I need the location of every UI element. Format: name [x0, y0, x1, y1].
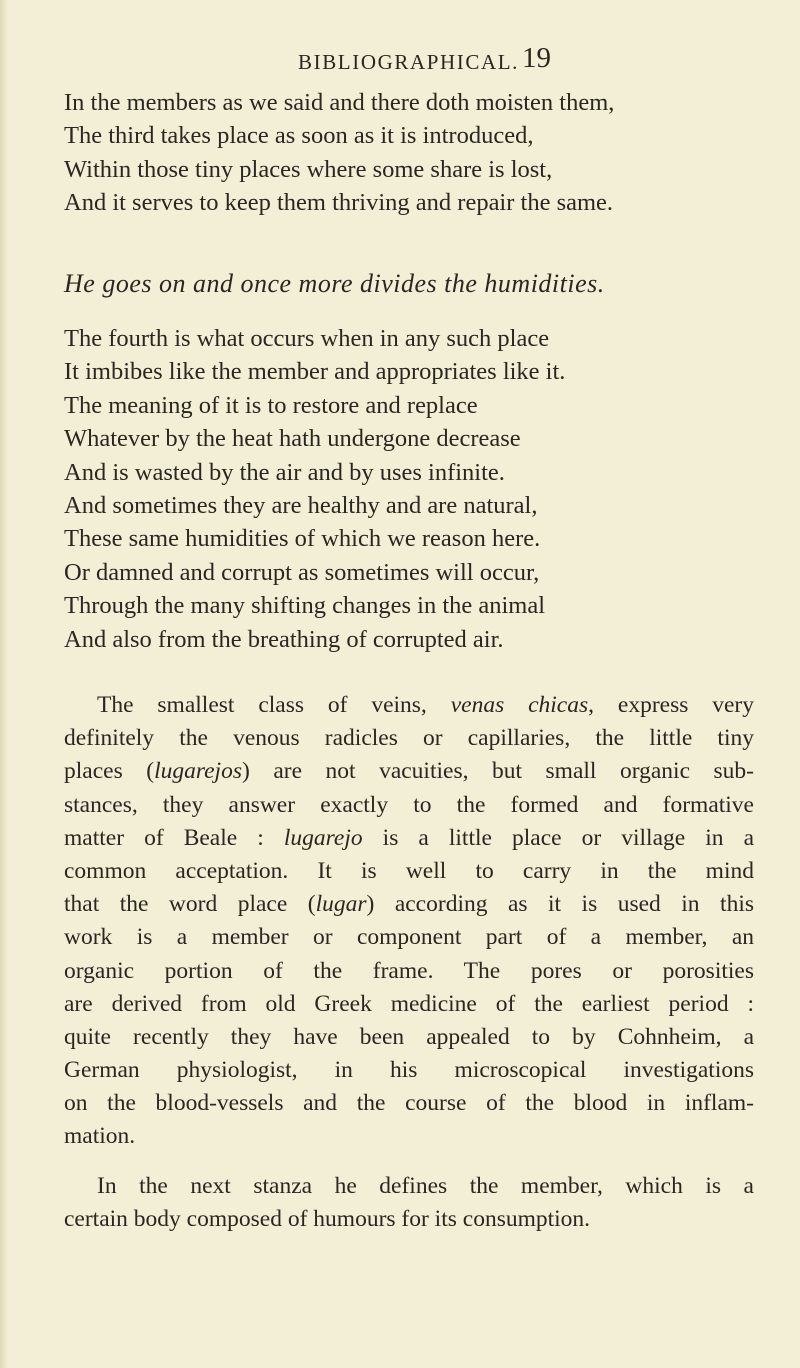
- verse-line: Through the many shifting changes in the animal: [64, 592, 546, 620]
- prose-line: certain body composed of humours for its consumption.: [64, 1206, 591, 1233]
- prose-line: on the blood-vessels and the course of the blood in inflam-: [64, 1090, 754, 1117]
- prose-line: In the next stanza he defines the member, which is a: [97, 1173, 754, 1199]
- stanza-1: [64, 86, 764, 220]
- prose-text: matter of Beale :: [64, 824, 284, 851]
- stanza-2: [64, 322, 764, 656]
- verse-line: And sometimes they are healthy and are natural,: [64, 491, 538, 519]
- prose-text: ) according as it is used in this: [366, 891, 754, 918]
- prose-line: [64, 888, 754, 921]
- verse-line: And also from the breathing of corrupted air.: [64, 625, 504, 653]
- prose-line: quite recently they have been appealed to by Cohnheim, a: [64, 1023, 754, 1050]
- prose-line: are derived from old Greek medicine of the earliest period :: [64, 990, 754, 1017]
- spanish-term: venas chicas: [450, 692, 589, 718]
- prose-line: organic portion of the frame. The pores or porosities: [64, 957, 754, 984]
- commentary-paragraph: [64, 689, 754, 1154]
- prose-line: stances, they answer exactly to the formed and formative: [64, 791, 754, 818]
- verse-line: It imbibes like the member and appropriates like it.: [64, 358, 566, 386]
- prose-text: places (: [64, 758, 155, 785]
- prose-text: The smallest class of veins,: [97, 692, 451, 718]
- prose-line: work is a member or component part of a member, an: [64, 924, 754, 951]
- prose-line: [64, 689, 754, 722]
- prose-text: that the word place (: [64, 891, 316, 918]
- prose-text: is a little place or village in a: [362, 824, 755, 851]
- spanish-term: lugarejos: [154, 758, 242, 785]
- prose-line: definitely the venous radicles or capillaries, the little tiny: [64, 725, 754, 752]
- verse-line: Within those tiny places where some share is lost,: [64, 155, 553, 183]
- prose-line: [64, 822, 754, 855]
- commentary-paragraph: [64, 1170, 754, 1236]
- running-head: BIBLIOGRAPHICAL.: [298, 50, 520, 74]
- section-heading: He goes on and once more divides the humidities.: [64, 269, 605, 298]
- prose-text: ) are not vacuities, but small organic sub-: [241, 758, 754, 785]
- prose-line: [64, 755, 754, 788]
- prose-text: , express very: [588, 692, 755, 718]
- spanish-term: lugar: [315, 891, 367, 918]
- verse-line: In the members as we said and there doth moisten them,: [64, 89, 615, 116]
- page-gutter-shadow: [0, 0, 8, 1368]
- prose-line: mation.: [64, 1123, 136, 1150]
- page-header: [0, 42, 800, 88]
- verse-line: The meaning of it is to restore and replace: [64, 391, 478, 419]
- verse-line: Or damned and corrupt as sometimes will occur,: [64, 558, 540, 586]
- verse-line: These same humidities of which we reason here.: [64, 525, 541, 553]
- page-number: 19: [522, 42, 551, 74]
- verse-line: The third takes place as soon as it is introduced,: [64, 122, 534, 150]
- verse-line: And is wasted by the air and by uses infinite.: [64, 458, 505, 486]
- verse-line: And it serves to keep them thriving and repair the same.: [64, 189, 614, 217]
- prose-line: German physiologist, in his microscopical investigations: [64, 1057, 754, 1084]
- verse-line: Whatever by the heat hath undergone decrease: [64, 425, 521, 453]
- spanish-term: lugarejo: [283, 824, 363, 851]
- verse-line: The fourth is what occurs when in any such place: [64, 325, 550, 352]
- prose-line: common acceptation. It is well to carry in the mind: [64, 857, 754, 884]
